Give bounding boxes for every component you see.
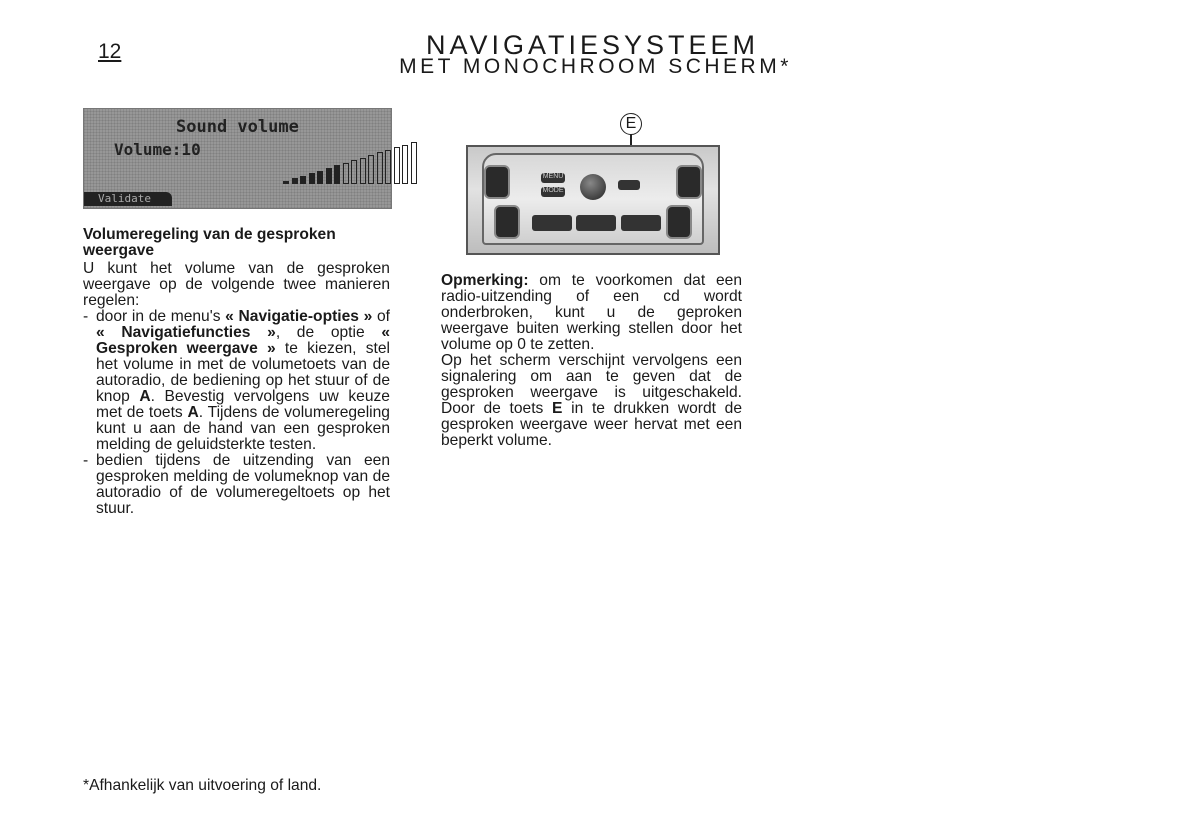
option-name: « Gesproken weergave » xyxy=(96,324,390,357)
mode-button: MODE xyxy=(541,187,565,197)
footnote: *Afhankelijk van uitvoering of land. xyxy=(83,777,322,794)
right-lower-key xyxy=(666,205,692,239)
text: bedien tijdens de uitzending van een gesproken melding de volumeknop van de autoradio of de volumeregeltoets op het stuur. xyxy=(96,452,390,517)
page-number: 12 xyxy=(98,40,122,63)
key-name: E xyxy=(552,400,563,417)
key-name: A xyxy=(139,388,151,405)
section-heading: Volumeregeling van de gesproken weergave xyxy=(83,226,336,259)
volume-bar xyxy=(317,171,323,184)
text: in te drukken wordt de gesproken weergave weer hervat met een beperkt volume. xyxy=(441,400,742,449)
volume-bar xyxy=(326,168,332,184)
volume-bar xyxy=(411,142,417,184)
defrost-button xyxy=(576,215,616,231)
volume-bar xyxy=(360,158,366,184)
volume-bar xyxy=(402,145,408,184)
volume-bar xyxy=(309,173,315,184)
volume-bar xyxy=(385,150,391,184)
volume-bar xyxy=(334,165,340,184)
lcd-title: Sound volume xyxy=(176,117,299,137)
text: . Bevestig vervolgens uw keuze met de toets xyxy=(96,388,390,421)
radio-panel-figure xyxy=(466,145,720,255)
right-column xyxy=(441,273,742,449)
text: te kiezen, stel het volume in met de volumetoets van de autoradio, de bediening op het stuur of de knop xyxy=(96,340,390,405)
text: . Tijdens de volumeregeling kunt u aan de hand van een gesproken melding de geluidsterkte testen. xyxy=(96,404,390,453)
callout-e: E xyxy=(620,113,642,135)
volume-knob xyxy=(580,174,606,200)
left-lower-key xyxy=(494,205,520,239)
volume-bars xyxy=(283,142,417,184)
volume-bar xyxy=(351,160,357,184)
page-subtitle: MET MONOCHROOM SCHERM* xyxy=(399,55,792,78)
lcd-validate-label: Validate xyxy=(84,192,172,206)
key-name: A xyxy=(187,404,199,421)
note-paragraph xyxy=(441,273,742,353)
note-label: Opmerking: xyxy=(441,272,529,289)
volume-bar xyxy=(343,163,349,184)
dash: - xyxy=(83,308,89,325)
dash: - xyxy=(83,452,89,469)
light-button xyxy=(532,215,572,231)
volume-bar xyxy=(300,176,306,184)
sound-volume-screen-figure xyxy=(83,108,392,209)
menu-button: MENU xyxy=(541,173,565,183)
page-title-text: NAVIGATIESYSTEEM xyxy=(425,30,760,60)
menu-name: « Navigatiefuncties » xyxy=(96,324,276,341)
text: of xyxy=(372,308,390,325)
text: , de optie xyxy=(275,324,382,341)
volume-bar xyxy=(377,152,383,184)
left-upper-key xyxy=(484,165,510,199)
list-item xyxy=(83,309,390,453)
right-upper-key xyxy=(676,165,702,199)
text: door in de menu's xyxy=(96,308,226,325)
volume-bar xyxy=(292,178,298,184)
volume-bar xyxy=(283,181,289,184)
voice-button-e xyxy=(621,215,661,231)
volume-bar xyxy=(368,155,374,184)
text: Op het scherm verschijnt vervolgens een signalering om aan te geven dat de gesproken weergave is uitgeschakeld. Door de toets xyxy=(441,352,742,417)
small-button xyxy=(618,180,640,190)
volume-bar xyxy=(394,147,400,184)
text: om te voorkomen dat een radio-uitzending of een cd wordt onderbroken, kunt u de geproken weergave buiten werking stellen door het volume op 0 te zetten. xyxy=(441,272,742,353)
left-column xyxy=(83,227,390,517)
intro-paragraph: U kunt het volume van de gesproken weergave op de volgende twee manieren regelen: xyxy=(83,260,390,309)
lcd-volume-label: Volume:10 xyxy=(114,140,201,159)
list-item xyxy=(83,453,390,517)
paragraph xyxy=(441,353,742,449)
menu-name: « Navigatie-opties » xyxy=(225,308,373,325)
